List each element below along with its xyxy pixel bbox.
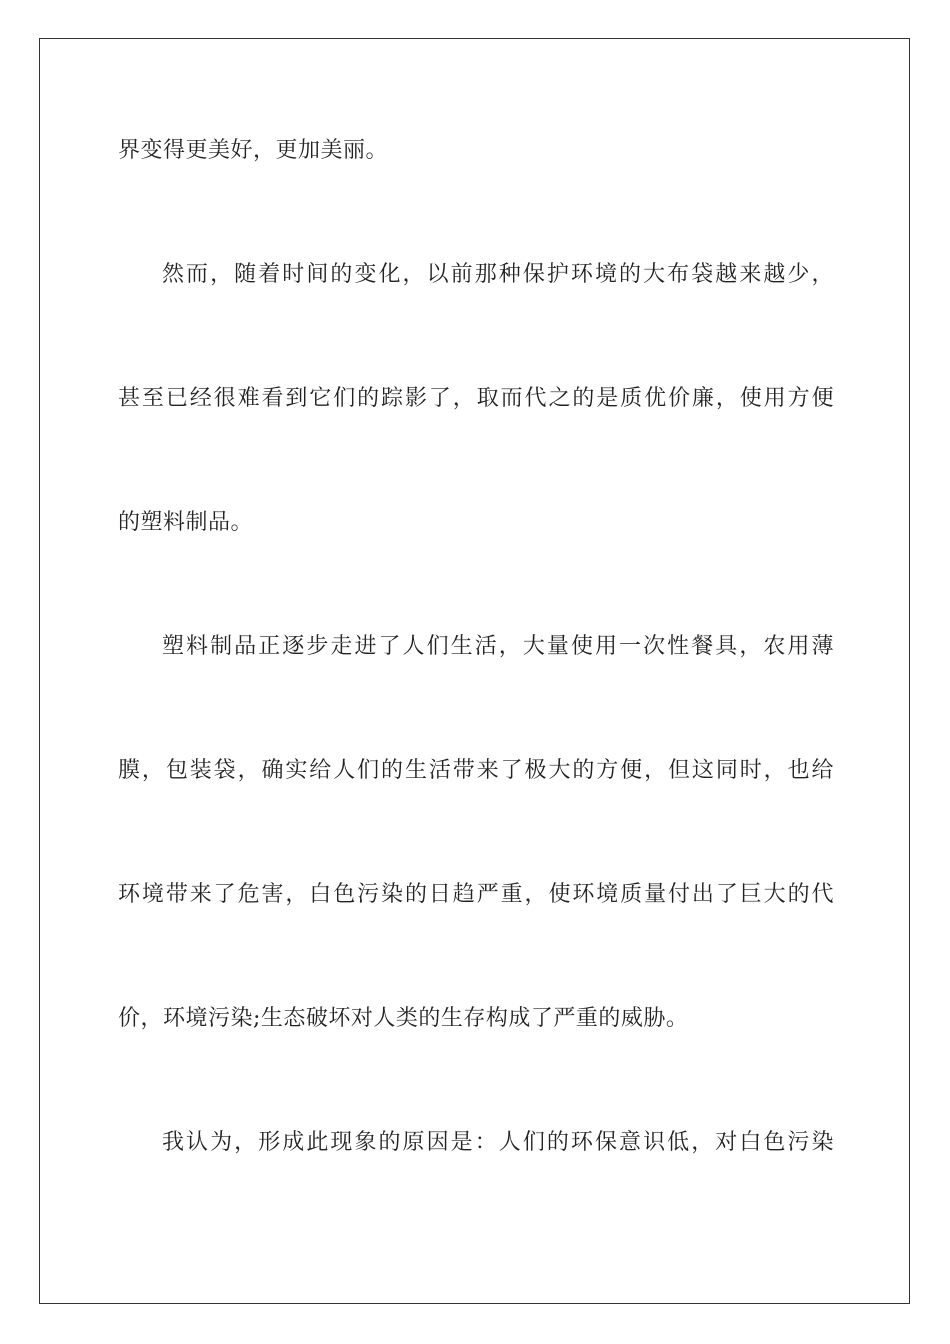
text-line: 然而，随着时间的变化，以前那种保护环境的大布袋越来越少， [162,262,834,287]
text-line: 甚至已经很难看到它们的踪影了，取而代之的是质优价廉，使用方便 [118,386,834,411]
text-line: 膜，包装袋，确实给人们的生活带来了极大的方便，但这同时，也给 [118,758,834,783]
text-line: 的塑料制品。 [118,510,254,535]
text-line: 我认为，形成此现象的原因是：人们的环保意识低，对白色污染 [162,1130,834,1155]
page-border [39,38,910,1304]
text-line: 环境带来了危害，白色污染的日趋严重，使环境质量付出了巨大的代 [118,882,834,907]
text-line: 塑料制品正逐步走进了人们生活，大量使用一次性餐具，农用薄 [162,634,834,659]
text-line: 界变得更美好，更加美丽。 [118,138,389,163]
text-line: 价，环境污染;生态破坏对人类的生存构成了严重的威胁。 [118,1006,689,1031]
